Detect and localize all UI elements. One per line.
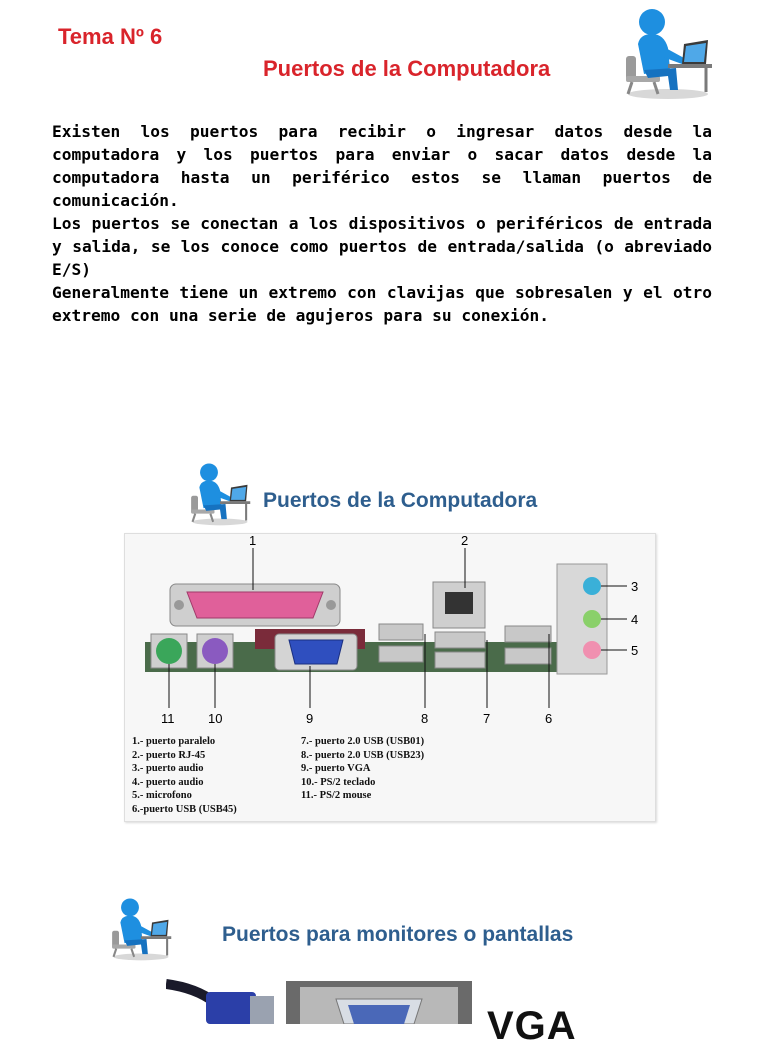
legend-item: 6.-puerto USB (USB45)	[132, 803, 237, 815]
tema-number: Tema Nº 6	[58, 24, 163, 49]
callout-5: 5	[631, 643, 639, 658]
callout-11: 11	[161, 711, 175, 726]
callout-6: 6	[545, 711, 553, 726]
legend-item: 4.- puerto audio	[132, 776, 204, 788]
callout-10: 10	[208, 711, 223, 726]
parallel-port	[170, 584, 340, 626]
callout-9: 9	[306, 711, 314, 726]
section-title-ports: Puertos de la Computadora	[263, 489, 538, 512]
legend-right	[301, 735, 424, 803]
callout-2: 2	[461, 534, 469, 548]
callout-7: 7	[483, 711, 491, 726]
callout-3: 3	[631, 579, 639, 594]
legend-left	[132, 735, 237, 816]
ps2-keyboard-port	[197, 634, 233, 668]
callout-1: 1	[249, 534, 257, 548]
vga-port	[275, 634, 357, 670]
page-title: Puertos de la Computadora	[263, 56, 551, 81]
intro-paragraph-2: Los puertos se conectan a los dispositivos o periféricos de entrada y salida, se los conoce como puertos de entrada/salida (o abreviado E/S)	[52, 214, 712, 279]
callout-8: 8	[421, 711, 429, 726]
legend-item: 8.- puerto 2.0 USB (USB23)	[301, 749, 425, 761]
callout-4: 4	[631, 612, 639, 627]
person-at-laptop-icon	[185, 460, 255, 526]
legend-item: 1.- puerto paralelo	[132, 736, 216, 747]
section-title-monitors: Puertos para monitores o pantallas	[222, 923, 574, 946]
legend-item: 10.- PS/2 teclado	[301, 776, 376, 788]
person-at-laptop-icon	[618, 4, 718, 100]
intro-paragraph-1: Existen los puertos para recibir o ingresar datos desde la computadora y los puertos para enviar o sacar datos desde la computadora hasta un periférico estos se llaman puertos de comunicación.	[52, 122, 712, 210]
legend-item: 3.- puerto audio	[132, 763, 204, 774]
rj45-port	[433, 582, 485, 628]
vga-port-image	[286, 981, 472, 1024]
vga-cable-image	[166, 978, 282, 1024]
legend-item: 7.- puerto 2.0 USB (USB01)	[301, 736, 425, 747]
legend-item: 2.- puerto RJ-45	[132, 749, 206, 761]
intro-text	[52, 120, 712, 327]
legend-item: 9.- puerto VGA	[301, 763, 371, 774]
person-at-laptop-icon	[106, 895, 176, 961]
legend-item: 5.- microfono	[132, 790, 192, 801]
ports-figure	[124, 533, 656, 822]
legend-item: 11.- PS/2 mouse	[301, 790, 372, 801]
audio-jacks	[557, 564, 607, 674]
intro-paragraph-3: Generalmente tiene un extremo con clavijas que sobresalen y el otro extremo con una serie de agujeros para su conexión.	[52, 283, 712, 325]
ps2-mouse-port	[151, 634, 187, 668]
vga-label: VGA	[487, 1004, 577, 1048]
